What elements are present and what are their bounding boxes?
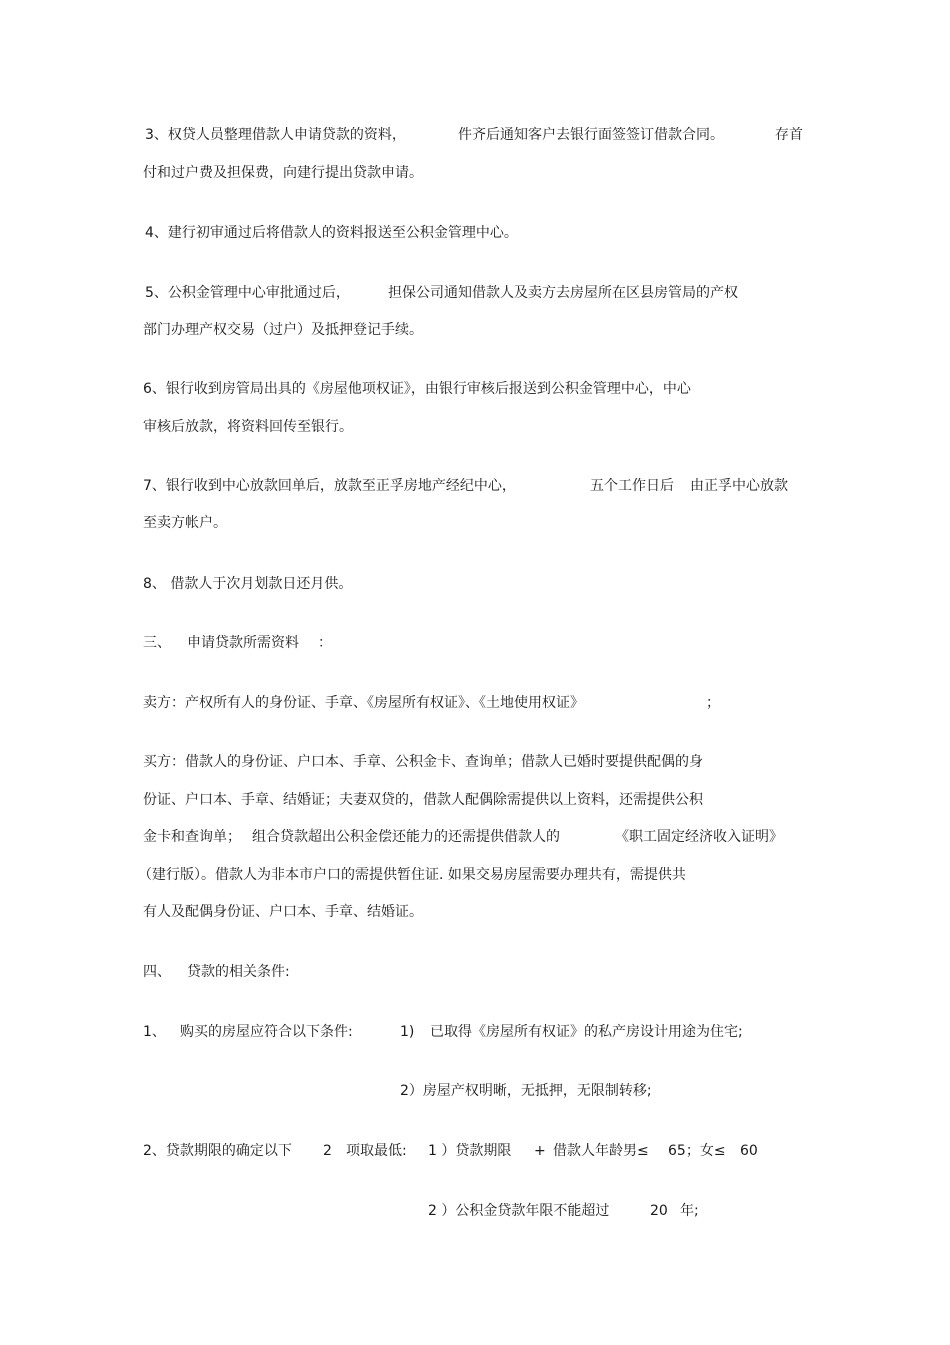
step-3-text-d: 付和过户费及担保费，向建行提出贷款申请。 [143, 165, 423, 181]
condition-2-count: 2 [323, 1143, 332, 1159]
section-4-title: 贷款的相关条件: [187, 964, 290, 980]
step-5-text-a: 5、公积金管理中心审批通过后， [145, 285, 350, 301]
step-7-text-a: 7、银行收到中心放款回单后，放款至正孚房地产经纪中心， [143, 478, 516, 494]
condition-2-age-female: 60 [740, 1143, 758, 1159]
section-3-number: 三、 [143, 635, 171, 651]
step-3-text-c: 存首 [775, 127, 803, 143]
condition-2-years: 20 [650, 1203, 668, 1219]
condition-1-item-2: 2）房屋产权明晰，无抵押，无限制转移; [400, 1083, 652, 1099]
condition-1-number: 1、 [143, 1024, 166, 1040]
step-5-text-b: 担保公司通知借款人及卖方去房屋所在区县房管局的产权 [388, 285, 738, 301]
step-7-text-d: 至卖方帐户。 [143, 515, 227, 531]
condition-2-item-1-number: 1 ）贷款期限 [428, 1143, 512, 1159]
buyer-line-3c: 《职工固定经济收入证明》 [615, 829, 783, 845]
buyer-line-4: （建行版）。借款人为非本市户口的需提供暂住证. 如果交易房屋需要办理共有，需提供共 [138, 867, 686, 883]
seller-requirements: 卖方：产权所有人的身份证、手章、《房屋所有权证》、《土地使用权证》 [143, 695, 584, 711]
condition-1-item-1: 已取得《房屋所有权证》的私产房设计用途为住宅; [430, 1024, 743, 1040]
condition-2-age-male: 65；女≤ [668, 1143, 726, 1159]
buyer-line-2: 份证、户口本、手章、结婚证；夫妻双贷的，借款人配偶除需提供以上资料，还需提供公积 [143, 792, 703, 808]
seller-semicolon: ； [706, 695, 720, 711]
section-4-number: 四、 [143, 964, 171, 980]
condition-2-item-2-end: 年; [680, 1203, 699, 1219]
step-7-text-c: 由正孚中心放款 [690, 478, 788, 494]
section-3-colon: ： [318, 635, 332, 651]
step-7-text-b: 五个工作日后 [590, 478, 674, 494]
step-3-text-a: 3、权贷人员整理借款人申请贷款的资料， [145, 127, 406, 143]
step-3-text-b: 件齐后通知客户去银行面签签订借款合同。 [458, 127, 724, 143]
condition-1-label: 购买的房屋应符合以下条件: [180, 1024, 353, 1040]
condition-1-item-1-number: 1) [400, 1024, 415, 1040]
buyer-line-3a: 金卡和查询单； [143, 829, 241, 845]
condition-2-plus: + [534, 1143, 546, 1159]
section-3-title: 申请贷款所需资料 [187, 635, 299, 651]
condition-2-label-2: 项取最低: [346, 1143, 407, 1159]
buyer-line-5: 有人及配偶身份证、户口本、手章、结婚证。 [143, 904, 423, 920]
condition-2-item-2: 2 ）公积金贷款年限不能超过 [428, 1203, 610, 1219]
step-6-text-b: 审核后放款，将资料回传至银行。 [143, 419, 353, 435]
step-6-text-a: 6、银行收到房管局出具的《房屋他项权证》，由银行审核后报送到公积金管理中心，中心 [143, 381, 691, 397]
condition-2-label: 2、贷款期限的确定以下 [143, 1143, 292, 1159]
step-8-text: 8、 借款人于次月划款日还月供。 [143, 576, 353, 592]
buyer-line-3b: 组合贷款超出公积金偿还能力的还需提供借款人的 [252, 829, 560, 845]
step-5-text-c: 部门办理产权交易（过户）及抵押登记手续。 [143, 322, 423, 338]
buyer-line-1: 买方：借款人的身份证、户口本、手章、公积金卡、查询单；借款人已婚时要提供配偶的身 [143, 754, 703, 770]
condition-2-item-1-rest: 借款人年龄男≤ [553, 1143, 649, 1159]
step-4-text: 4、建行初审通过后将借款人的资料报送至公积金管理中心。 [145, 225, 518, 241]
